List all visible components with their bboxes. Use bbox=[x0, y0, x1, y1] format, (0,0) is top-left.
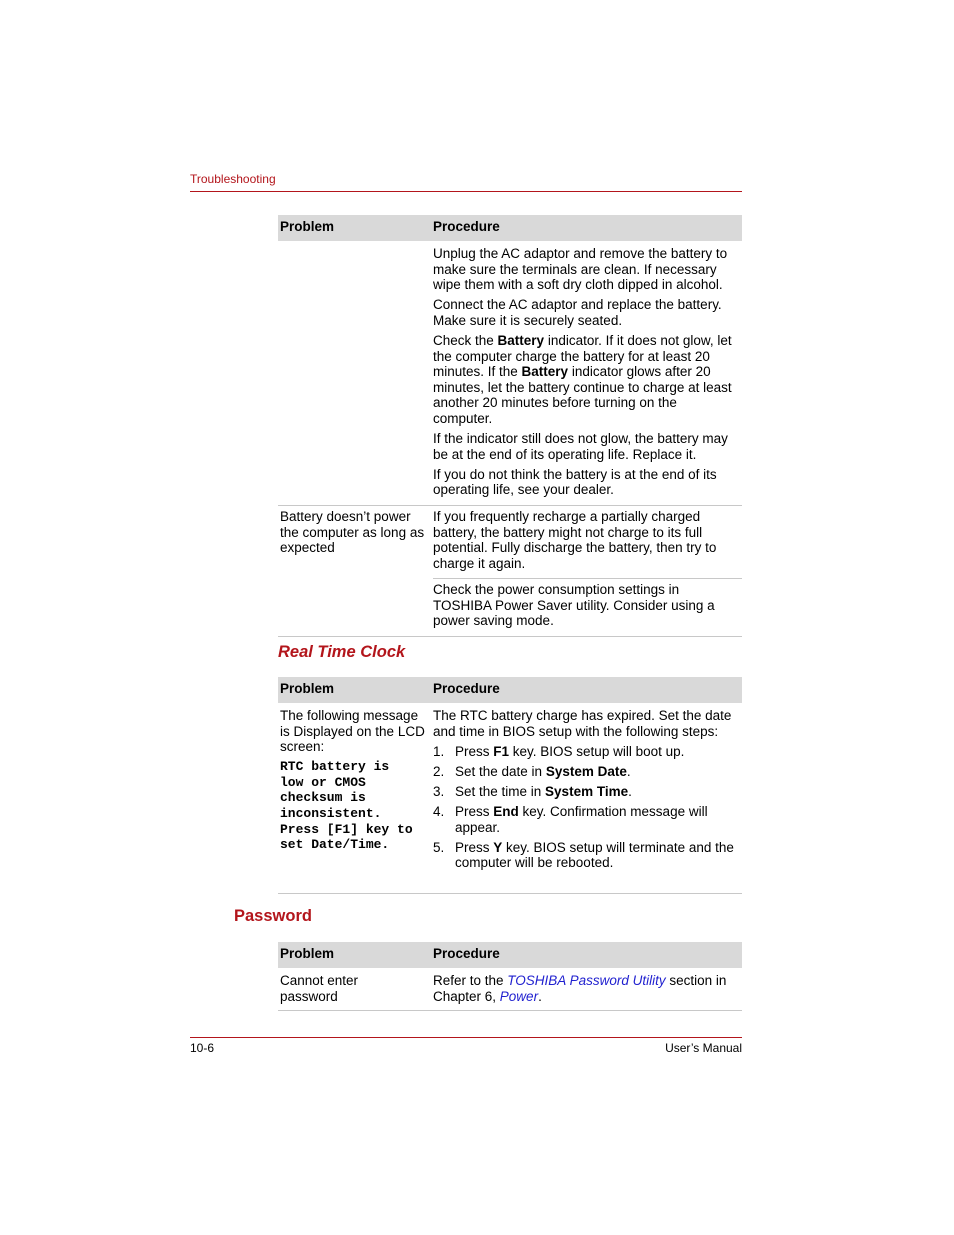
table-bottom-rule bbox=[278, 1010, 742, 1011]
column-header-procedure: Procedure bbox=[433, 219, 500, 234]
step-item: 2. Set the date in System Date. bbox=[433, 763, 631, 779]
procedure-paragraph: Unplug the AC adaptor and remove the battery to make sure the terminals are clean. If necessary wipe them with a soft dry cloth dipped in alcohol. bbox=[433, 246, 728, 293]
procedure-cell bbox=[433, 708, 738, 875]
procedure-paragraph: Check the power consumption settings in TOSHIBA Power Saver utility. Consider using a power saving mode. bbox=[433, 582, 715, 629]
step-item: 4. Press End key. Confirmation message will appear. bbox=[433, 803, 708, 835]
footer-rule bbox=[190, 1037, 742, 1038]
row-divider bbox=[433, 578, 742, 579]
step-number: 2. bbox=[433, 763, 445, 779]
step-item: 5. Press Y key. BIOS setup will terminate and the computer will be rebooted. bbox=[433, 839, 734, 871]
procedure-paragraph: Check the Battery indicator. If it does not glow, let the computer charge the battery for at least 20 minutes. If the Battery indicator glows after 20 minutes, let the battery continue to charge at least another 20 minutes before turning on the computer. bbox=[433, 332, 732, 426]
table-header bbox=[278, 215, 742, 241]
procedure-paragraph: If you do not think the battery is at the end of its operating life, see your dealer. bbox=[433, 466, 717, 498]
password-utility-link[interactable]: TOSHIBA Password Utility bbox=[507, 973, 666, 988]
column-header-procedure: Procedure bbox=[433, 946, 500, 961]
procedure-cell: Refer to the TOSHIBA Password Utility section in Chapter 6, Power. bbox=[433, 973, 727, 1004]
column-header-procedure: Procedure bbox=[433, 681, 500, 696]
step-item: 1. Press F1 key. BIOS setup will boot up. bbox=[433, 743, 685, 759]
problem-cell bbox=[280, 708, 425, 853]
step-item: 3. Set the time in System Time. bbox=[433, 783, 632, 799]
row-divider bbox=[278, 505, 742, 506]
procedure-cell bbox=[433, 246, 738, 502]
problem-text: The following message is Displayed on the LCD screen: bbox=[280, 708, 425, 755]
table-header bbox=[278, 677, 742, 703]
problem-cell: Cannot enter password bbox=[280, 973, 359, 1004]
column-header-problem: Problem bbox=[280, 681, 335, 696]
procedure-intro: The RTC battery charge has expired. Set the date and time in BIOS setup with the following steps: bbox=[433, 708, 732, 739]
table-header bbox=[278, 942, 742, 968]
step-number: 1. bbox=[433, 743, 445, 759]
power-chapter-link[interactable]: Power bbox=[499, 988, 539, 1004]
section-heading: Real Time Clock bbox=[278, 643, 406, 661]
step-number: 3. bbox=[433, 783, 445, 799]
battery-table bbox=[278, 215, 742, 629]
manual-title: User’s Manual bbox=[665, 1041, 742, 1055]
header-rule bbox=[190, 191, 742, 192]
table-bottom-rule bbox=[278, 893, 742, 894]
column-header-problem: Problem bbox=[280, 219, 335, 234]
problem-cell: Battery doesn’t power the computer as long as expected bbox=[280, 509, 425, 556]
error-message-code: RTC battery is low or CMOS checksum is inconsistent. Press [F1] key to set Date/Time. bbox=[280, 759, 413, 853]
steps-list bbox=[433, 744, 738, 871]
table-bottom-rule bbox=[278, 636, 742, 637]
step-number: 4. bbox=[433, 803, 445, 819]
procedure-paragraph: Connect the AC adaptor and replace the battery. Make sure it is securely seated. bbox=[433, 297, 722, 328]
password-table bbox=[278, 942, 742, 1004]
procedure-paragraph: If the indicator still does not glow, the battery may be at the end of its operating life. Replace it. bbox=[433, 431, 728, 462]
procedure-paragraph: If you frequently recharge a partially charged battery, the battery might not charge to its full potential. Fully discharge the battery, then try to charge it again. bbox=[433, 509, 717, 571]
page-number: 10-6 bbox=[190, 1041, 215, 1055]
running-header: Troubleshooting bbox=[190, 172, 276, 186]
step-number: 5. bbox=[433, 839, 445, 855]
section-heading: Password bbox=[234, 907, 312, 925]
column-header-problem: Problem bbox=[280, 946, 335, 961]
rtc-table bbox=[278, 677, 742, 871]
